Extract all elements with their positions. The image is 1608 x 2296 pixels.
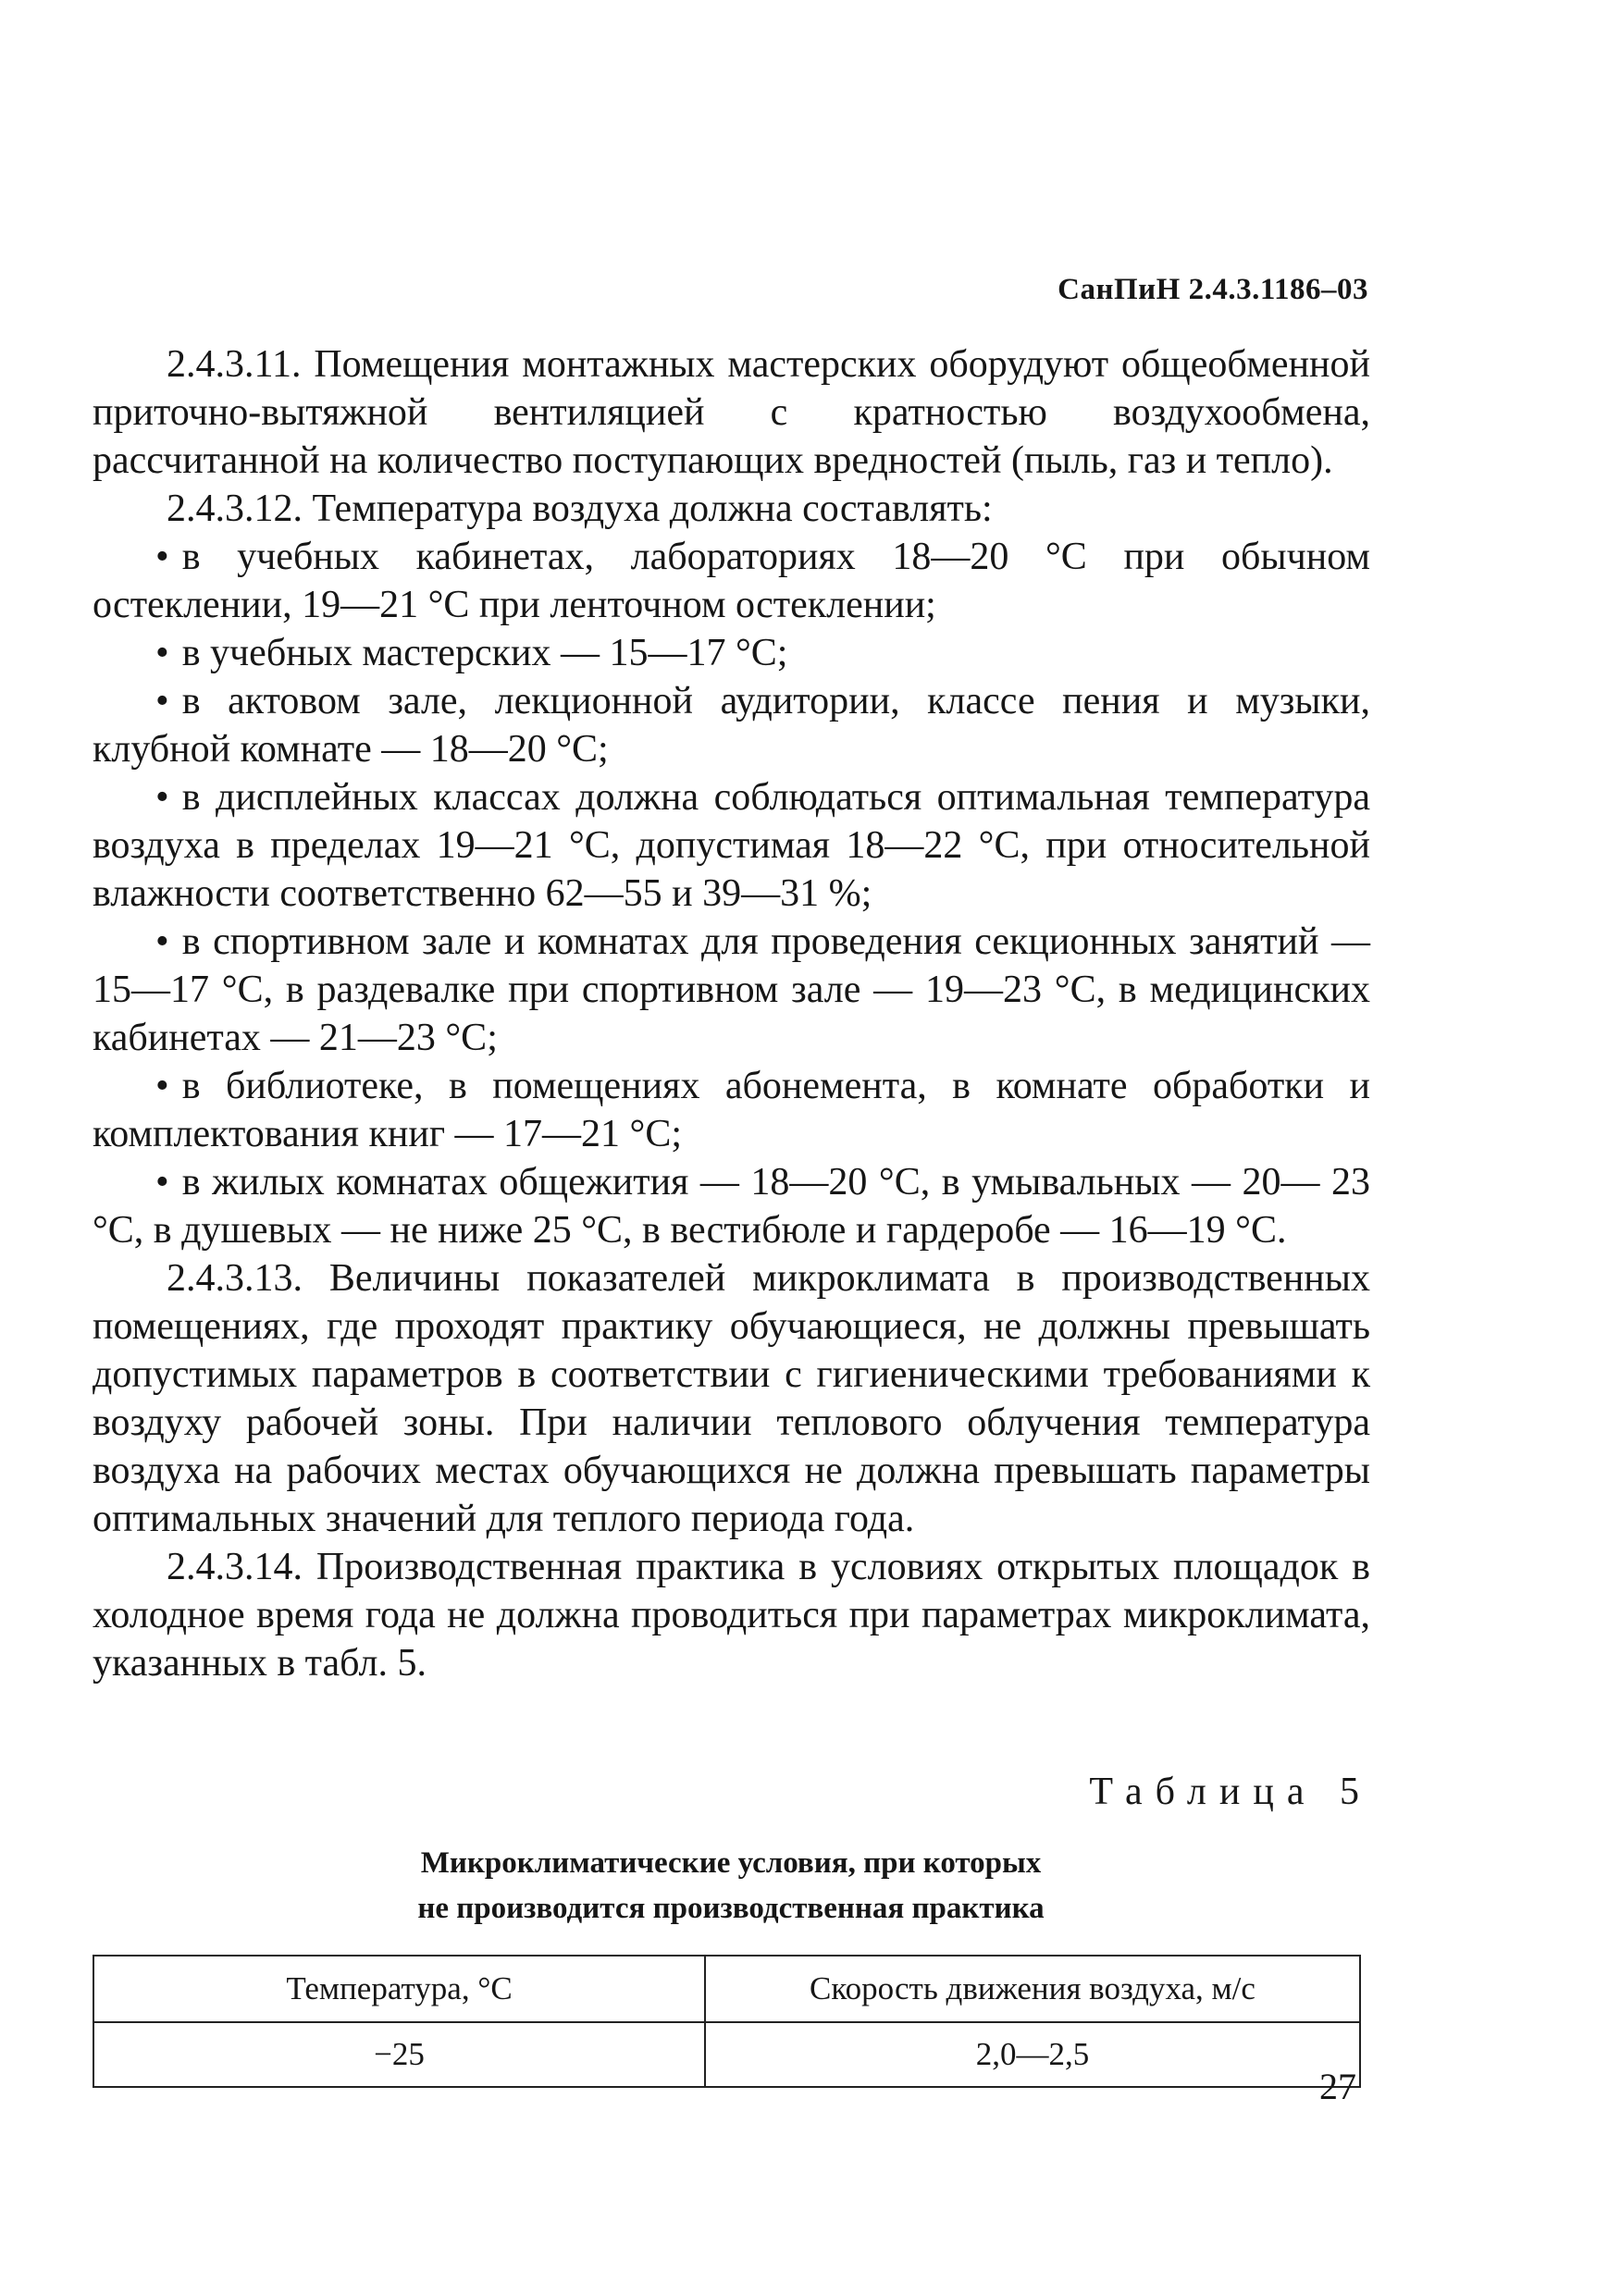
bullet-text: в спортивном зале и комнатах для проведения секционных занятий — 15—17 °С, в раздевалке при спортивном зале — 19—23 °С, в медицинских кабинетах — 21—23 °С; bbox=[93, 920, 1370, 1059]
paragraph-2-4-3-11: 2.4.3.11. Помещения монтажных мастерских оборудуют общеобменной приточно-вытяжной вентиляцией с кратностью воздухообмена, рассчитанной на количество поступающих вредностей (пыль, газ и тепло). bbox=[93, 343, 1370, 482]
bullet-icon: • bbox=[155, 680, 169, 722]
bullet-item bbox=[93, 1158, 1370, 1254]
table-title-line: не производится производственная практика bbox=[417, 1892, 1045, 1925]
table-header-row bbox=[93, 1956, 1360, 2022]
body-text bbox=[93, 340, 1370, 1687]
bullet-text: в актовом зале, лекционной аудитории, классе пения и музыки, клубной комнате — 18—20 °С; bbox=[93, 680, 1370, 771]
bullet-item bbox=[93, 1062, 1370, 1158]
microclimate-table bbox=[93, 1955, 1361, 2088]
paragraph-2-4-3-12: 2.4.3.12. Температура воздуха должна составлять: bbox=[167, 488, 993, 530]
table-title-line: Микроклиматические условия, при которых bbox=[420, 1846, 1042, 1880]
bullet-item bbox=[93, 677, 1370, 773]
table-cell: −25 bbox=[93, 2022, 705, 2087]
paragraph-2-4-3-13: 2.4.3.13. Величины показателей микроклимата в производственных помещениях, где проходят практику обучающиеся, не должны превышать допустимых параметров в соответствии с гигиеническими требованиями к воздуху рабочей зоны. При наличии теплового облучения температура воздуха на рабочих местах обучающихся не должна превышать параметры оптимальных значений для теплого периода года. bbox=[93, 1257, 1370, 1540]
bullet-item bbox=[93, 773, 1370, 918]
bullet-text: в учебных кабинетах, лабораториях 18—20 °С при обычном остеклении, 19—21 °С при ленточном остеклении; bbox=[93, 536, 1370, 626]
bullet-icon: • bbox=[155, 536, 169, 578]
paragraph-2-4-3-14: 2.4.3.14. Производственная практика в условиях открытых площадок в холодное время года не должна проводиться при параметрах микроклимата, указанных в табл. 5. bbox=[93, 1546, 1370, 1685]
column-header-temperature: Температура, °С bbox=[93, 1956, 705, 2022]
bullet-text: в библиотеке, в помещениях абонемента, в комнате обработки и комплектования книг — 17—21 °С; bbox=[93, 1065, 1370, 1155]
bullet-icon: • bbox=[155, 1161, 169, 1204]
bullet-item bbox=[93, 629, 1370, 677]
table-label: Таблица 5 bbox=[1089, 1771, 1372, 1813]
bullet-text: в дисплейных классах должна соблюдаться оптимальная температура воздуха в пределах 19—21 °С, допустимая 18—22 °С, при относительной влажности соответственно 62—55 и 39—31 %; bbox=[93, 776, 1370, 915]
bullet-item bbox=[93, 533, 1370, 629]
bullet-icon: • bbox=[155, 776, 169, 819]
bullet-text: в жилых комнатах общежития — 18—20 °С, в умывальных — 20— 23 °С, в душевых — не ниже 25 °С, в вестибюле и гардеробе — 16—19 °С. bbox=[93, 1161, 1370, 1252]
bullet-icon: • bbox=[155, 920, 169, 963]
column-header-air-speed: Скорость движения воздуха, м/с bbox=[705, 1956, 1360, 2022]
bullet-icon: • bbox=[155, 632, 169, 674]
bullet-icon: • bbox=[155, 1065, 169, 1107]
page-number: 27 bbox=[1319, 2066, 1356, 2107]
bullet-item bbox=[93, 918, 1370, 1062]
table-row bbox=[93, 2022, 1360, 2087]
bullet-text: в учебных мастерских — 15—17 °С; bbox=[181, 632, 788, 674]
table-cell: 2,0—2,5 bbox=[705, 2022, 1360, 2087]
document-header: СанПиН 2.4.3.1186–03 bbox=[1058, 273, 1368, 306]
table-title bbox=[93, 1841, 1369, 1932]
